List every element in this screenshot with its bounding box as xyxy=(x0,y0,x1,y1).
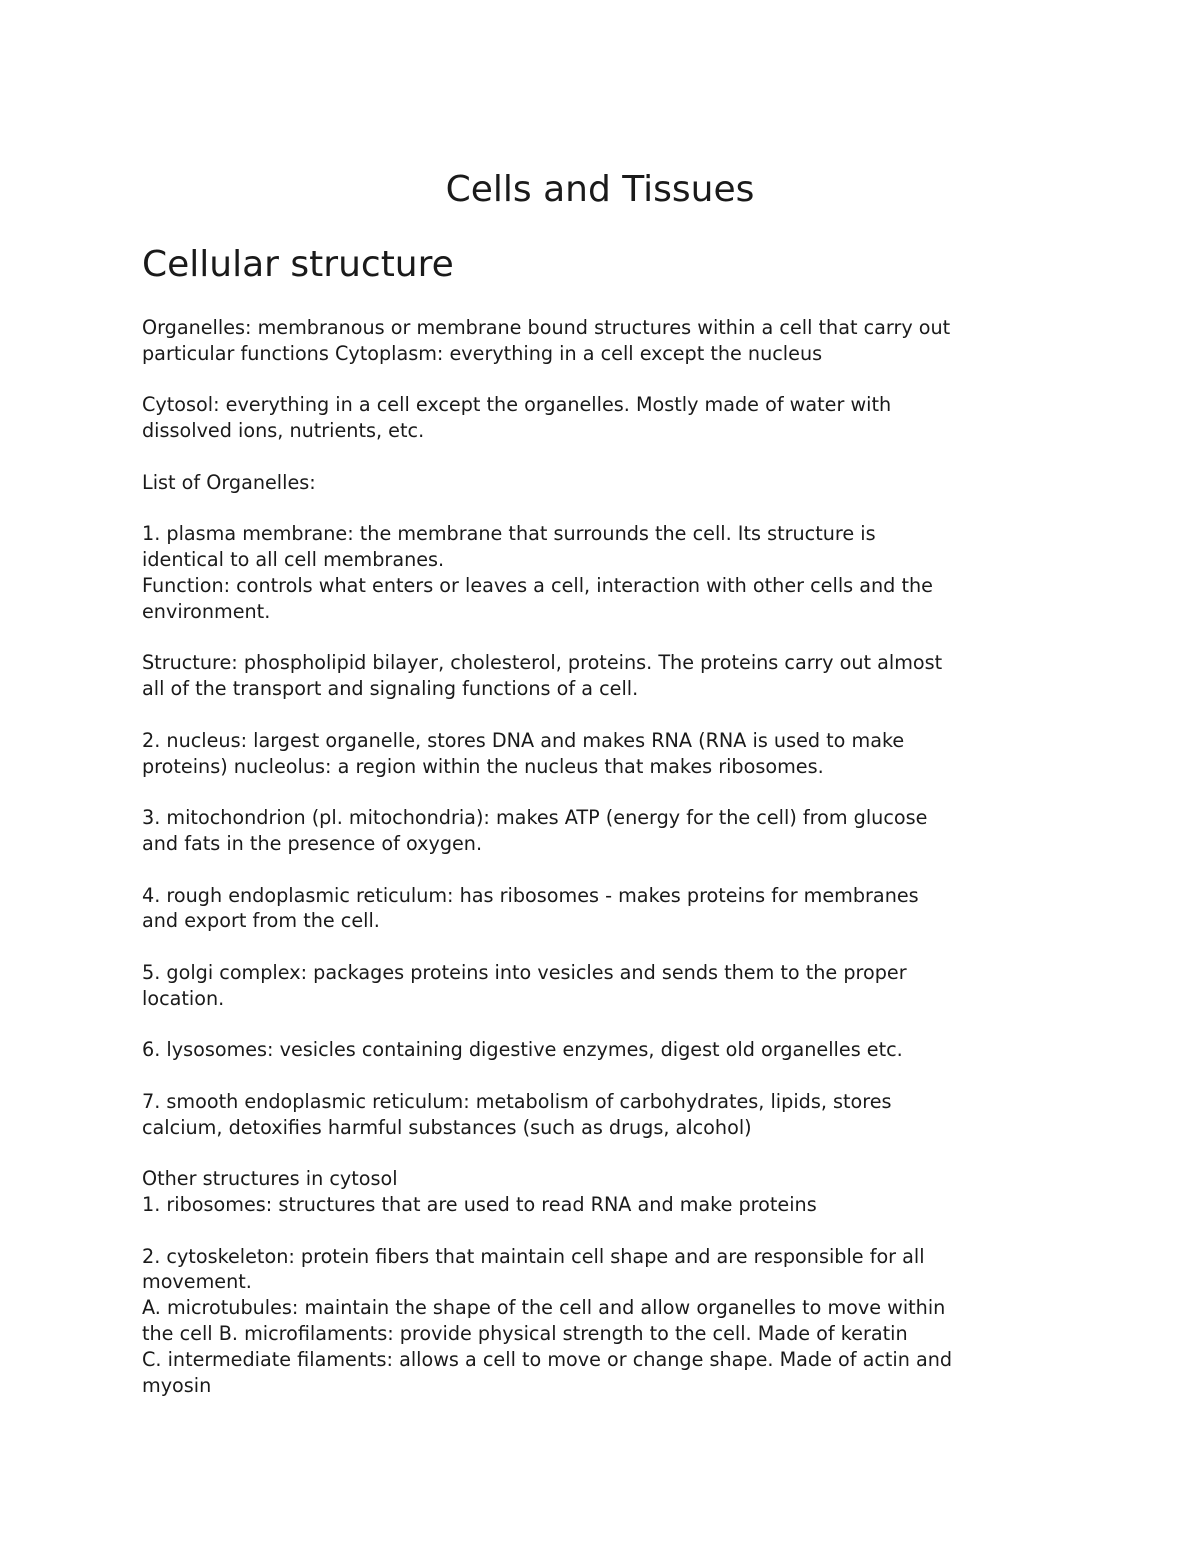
text-line: 5. golgi complex: packages proteins into vesicles and sends them to the proper xyxy=(142,960,907,984)
text-line: List of Organelles: xyxy=(142,470,316,494)
text-line: environment. xyxy=(142,599,271,623)
text-line: Function: controls what enters or leaves a cell, interaction with other cells and the xyxy=(142,573,933,597)
text-line: 1. plasma membrane: the membrane that surrounds the cell. Its structure is xyxy=(142,522,876,546)
text-line: 3. mitochondrion (pl. mitochondria): makes ATP (energy for the cell) from glucose xyxy=(142,806,928,830)
paragraph xyxy=(142,1089,1060,1141)
text-line: 2. nucleus: largest organelle, stores DNA and makes RNA (RNA is used to make xyxy=(142,728,905,752)
text-line: 7. smooth endoplasmic reticulum: metabolism of carbohydrates, lipids, stores xyxy=(142,1089,892,1113)
text-line: C. intermediate filaments: allows a cell to move or change shape. Made of actin and xyxy=(142,1347,953,1371)
paragraph xyxy=(142,883,1060,935)
text-line: the cell B. microfilaments: provide physical strength to the cell. Made of keratin xyxy=(142,1322,908,1346)
text-line: Cytosol: everything in a cell except the organelles. Mostly made of water with xyxy=(142,393,892,417)
text-line: dissolved ions, nutrients, etc. xyxy=(142,419,425,443)
text-line: Other structures in cytosol xyxy=(142,1167,398,1191)
document-body xyxy=(142,315,1060,1398)
text-line: Structure: phospholipid bilayer, cholesterol, proteins. The proteins carry out almost xyxy=(142,651,943,675)
paragraph xyxy=(142,1166,1060,1218)
paragraph xyxy=(142,315,1060,367)
paragraph xyxy=(142,960,1060,1012)
paragraph xyxy=(142,392,1060,444)
paragraph xyxy=(142,521,1060,624)
document-title: Cells and Tissues xyxy=(445,169,755,210)
text-line: and export from the cell. xyxy=(142,909,380,933)
text-line: Organelles: membranous or membrane bound structures within a cell that carry out xyxy=(142,316,951,339)
paragraph xyxy=(142,1037,1060,1063)
text-line: 4. rough endoplasmic reticulum: has ribosomes - makes proteins for membranes xyxy=(142,883,919,907)
paragraph xyxy=(142,805,1060,857)
paragraph xyxy=(142,1244,1060,1399)
text-line: 1. ribosomes: structures that are used to read RNA and make proteins xyxy=(142,1193,817,1217)
text-line: all of the transport and signaling functions of a cell. xyxy=(142,677,639,701)
text-line: proteins) nucleolus: a region within the nucleus that makes ribosomes. xyxy=(142,754,824,778)
text-line: movement. xyxy=(142,1270,252,1294)
text-line: identical to all cell membranes. xyxy=(142,548,445,572)
text-line: 2. cytoskeleton: protein fibers that maintain cell shape and are responsible for all xyxy=(142,1244,925,1268)
text-line: and fats in the presence of oxygen. xyxy=(142,831,483,855)
section-heading: Cellular structure xyxy=(142,244,454,285)
text-line: calcium, detoxifies harmful substances (such as drugs, alcohol) xyxy=(142,1115,752,1139)
paragraph xyxy=(142,470,1060,496)
text-line: location. xyxy=(142,986,225,1010)
paragraph xyxy=(142,728,1060,780)
paragraph xyxy=(142,650,1060,702)
text-line: 6. lysosomes: vesicles containing digestive enzymes, digest old organelles etc. xyxy=(142,1038,903,1062)
text-line: A. microtubules: maintain the shape of the cell and allow organelles to move within xyxy=(142,1296,946,1320)
text-line: particular functions Cytoplasm: everything in a cell except the nucleus xyxy=(142,341,823,365)
text-line: myosin xyxy=(142,1373,212,1397)
